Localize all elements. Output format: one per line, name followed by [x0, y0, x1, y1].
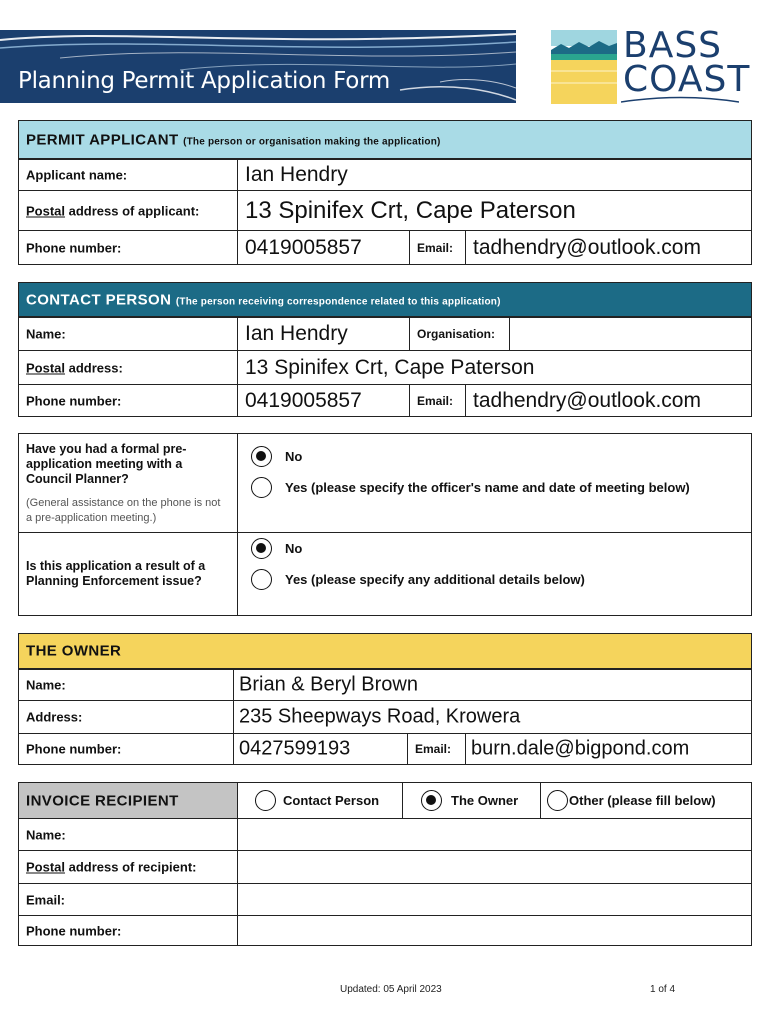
invoice-contact-person-radio[interactable]: [255, 790, 276, 811]
contact-person-note: (The person receiving correspondence related to this application): [175, 296, 501, 307]
contact-name-label: Name:: [26, 326, 66, 342]
pre-application-row: [19, 434, 751, 532]
owner-phone-field[interactable]: 0427599193: [239, 737, 351, 760]
invoice-phone-row: [19, 915, 751, 945]
contact-name-row: [19, 317, 751, 350]
logo-swoosh-icon: [621, 96, 739, 104]
applicant-name-row: [19, 159, 751, 190]
applicant-postal-label: Postal address of applicant:: [26, 203, 200, 218]
permit-applicant-heading: PERMIT APPLICANT (The person or organisation making the application): [26, 131, 441, 148]
pre-application-no-label: No: [285, 449, 303, 464]
contact-person-header: [19, 283, 751, 317]
invoice-owner-label: The Owner: [451, 793, 519, 808]
logo-text-line1: BASS: [623, 25, 723, 66]
owner-phone-row: [19, 733, 751, 764]
invoice-name-row: [19, 818, 751, 850]
pre-application-note: (General assistance on the phone is not a pre-application meeting.): [26, 497, 221, 524]
form-title: Planning Permit Application Form: [18, 68, 390, 94]
contact-phone-row: [19, 384, 751, 416]
invoice-email-label: Email:: [26, 892, 66, 907]
invoice-header: [19, 783, 237, 818]
owner-heading: THE OWNER: [26, 642, 122, 660]
pre-application-no-radio[interactable]: [251, 446, 272, 467]
invoice-other-radio[interactable]: [547, 790, 568, 811]
pre-application-yes-label: Yes (please specify the officer's name and date of meeting below): [285, 480, 690, 495]
owner-email-label: Email:: [415, 742, 452, 756]
owner-address-label: Address:: [26, 709, 83, 725]
enforcement-yes-radio[interactable]: [251, 569, 272, 590]
contact-postal-row: [19, 350, 751, 384]
footer-updated-date: Updated: 05 April 2023: [340, 984, 442, 995]
invoice-header-row: [19, 783, 751, 818]
invoice-postal-label: Postal address of recipient:: [26, 859, 197, 875]
contact-organisation-label: Organisation:: [417, 327, 496, 341]
contact-email-label: Email:: [417, 393, 454, 408]
invoice-recipient-section: [18, 782, 752, 946]
contact-email-field[interactable]: tadhendry@outlook.com: [473, 388, 701, 412]
invoice-name-label: Name:: [26, 827, 66, 842]
permit-applicant-note: (The person or organisation making the application): [183, 136, 441, 147]
contact-phone-field[interactable]: 0419005857: [245, 388, 362, 412]
applicant-phone-row: [19, 230, 751, 264]
owner-phone-label: Phone number:: [26, 741, 122, 757]
applicant-name-field[interactable]: Ian Hendry: [245, 163, 348, 186]
applicant-email-field[interactable]: tadhendry@outlook.com: [473, 235, 701, 259]
logo-text-line2: COAST: [623, 59, 751, 100]
invoice-other-label: Other (please fill below): [569, 793, 716, 808]
footer-page-number: 1 of 4: [650, 984, 676, 995]
contact-name-field[interactable]: Ian Hendry: [245, 322, 348, 345]
applicant-postal-row: [19, 190, 751, 230]
enforcement-question: Is this application a result of a Planning Enforcement issue?: [26, 559, 206, 588]
owner-address-row: [19, 700, 751, 733]
owner-name-field[interactable]: Brian & Beryl Brown: [239, 673, 418, 696]
invoice-heading: INVOICE RECIPIENT: [26, 792, 179, 809]
invoice-postal-row: [19, 850, 751, 883]
applicant-postal-field[interactable]: 13 Spinifex Crt, Cape Paterson: [245, 196, 576, 224]
invoice-phone-label: Phone number:: [26, 923, 122, 938]
pre-application-question: Have you had a formal pre-application meeting with a Council Planner?: [26, 442, 187, 486]
logo-mark-icon: [551, 30, 617, 104]
contact-person-heading: CONTACT PERSON (The person receiving correspondence related to this application): [26, 291, 501, 308]
owner-name-label: Name:: [26, 677, 66, 693]
applicant-phone-label: Phone number:: [26, 240, 122, 255]
invoice-email-row: [19, 883, 751, 915]
owner-email-field[interactable]: burn.dale@bigpond.com: [471, 737, 690, 760]
enforcement-no-label: No: [285, 541, 303, 556]
bass-coast-logo: [551, 25, 751, 106]
invoice-contact-person-label: Contact Person: [283, 793, 380, 808]
questions-section: [18, 433, 752, 616]
invoice-owner-radio[interactable]: [421, 790, 442, 811]
permit-applicant-section: [18, 120, 752, 265]
owner-name-row: [19, 669, 751, 700]
pre-application-yes-radio[interactable]: [251, 477, 272, 498]
contact-postal-field[interactable]: 13 Spinifex Crt, Cape Paterson: [245, 355, 535, 379]
enforcement-row: [19, 532, 751, 617]
applicant-email-label: Email:: [417, 240, 454, 255]
contact-phone-label: Phone number:: [26, 393, 122, 408]
contact-postal-label: Postal address:: [26, 360, 123, 375]
owner-address-field[interactable]: 235 Sheepways Road, Krowera: [239, 705, 521, 728]
owner-header: [19, 634, 751, 669]
enforcement-yes-label: Yes (please specify any additional details below): [285, 572, 585, 587]
applicant-phone-field[interactable]: 0419005857: [245, 235, 362, 259]
enforcement-no-radio[interactable]: [251, 538, 272, 559]
owner-section: [18, 633, 752, 765]
applicant-name-label: Applicant name:: [26, 167, 128, 183]
permit-applicant-header: [19, 121, 751, 159]
contact-person-section: [18, 282, 752, 417]
